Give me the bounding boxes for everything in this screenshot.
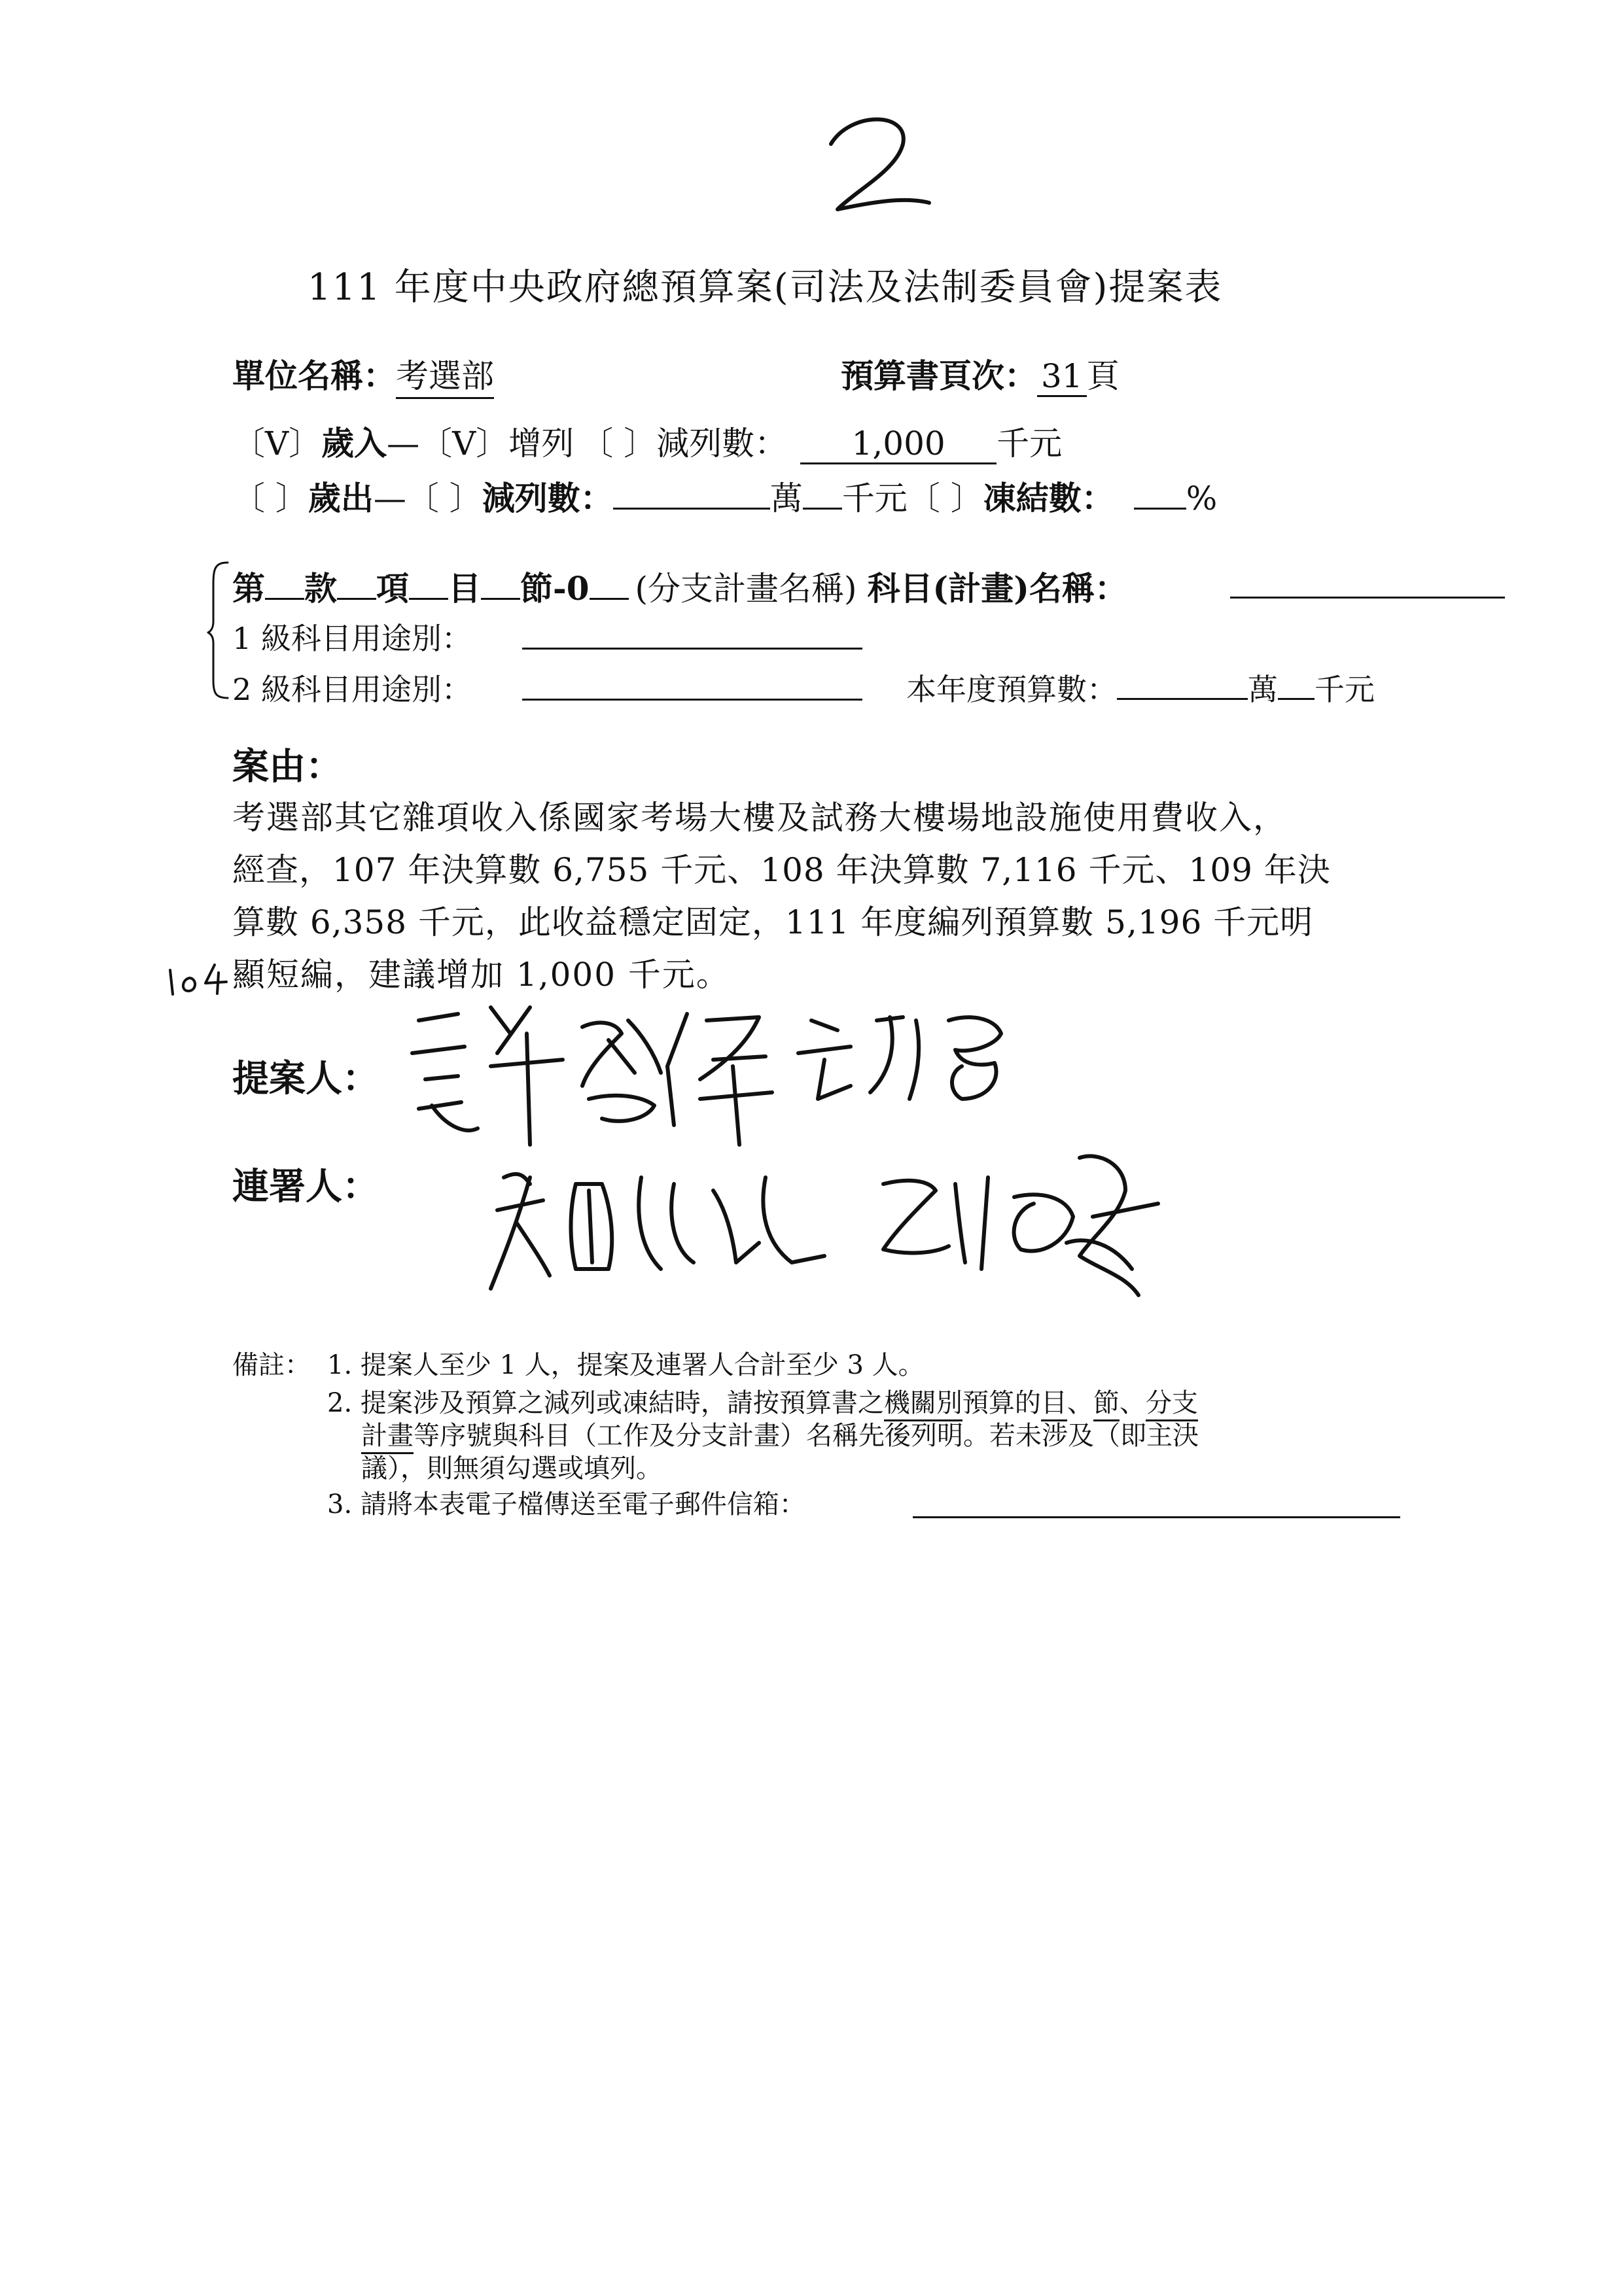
program-jie: 節-0 [520,569,590,608]
freeze-blank [1134,478,1186,510]
expense-checkbox: 〔 〕 [232,479,308,517]
this-year-qian-blank [1278,669,1315,700]
revenue-checkbox: 〔V〕 [232,425,322,462]
program-kuan: 款 [304,569,337,608]
program-xiang-blank [409,568,448,600]
note-2a-pre: 2. 提案涉及預算之減列或凍結時，請按預算書之 [327,1388,884,1418]
expense-label: 歲出 [308,479,374,517]
level2-blank [522,699,862,701]
program-xiang: 項 [376,569,409,608]
note-2-line-3: 議），則無須勾選或填列。 [361,1453,662,1484]
expense-line [232,472,1217,519]
decrease-label: 減列數： [656,425,788,462]
program-mu-blank [481,568,520,600]
note-2b-plan: 計畫 [361,1415,414,1454]
program-kuan-blank [337,568,376,600]
freeze-percent: % [1186,479,1218,517]
note-2a-mu: 目 [1041,1382,1067,1421]
reason-heading: 案由： [232,745,342,788]
program-mu: 目 [448,569,481,608]
note-2a-mid2: 、 [1067,1388,1093,1418]
note-2a-agency: 機關別 [884,1382,962,1421]
this-year-row [906,666,1375,709]
handwritten-number [818,105,936,216]
revenue-line [232,417,1062,464]
increase-checkbox: 〔V〕 [419,425,509,462]
program-jie-blank [590,568,629,600]
subject-blank [1230,597,1505,599]
program-di-blank [265,568,304,600]
note-2a-mid1: 預算的 [962,1388,1041,1418]
reason-line-3: 算數 6,358 千元，此收益穩定固定，111 年度編列預算數 5,196 千元明 [232,903,1314,941]
freeze-label: 凍結數： [983,479,1114,517]
program-brace [208,559,234,703]
proposer-signature [393,994,1034,1158]
level1-blank [522,648,862,650]
page-title: 111 年度中央政府總預算案(司法及法制委員會)提案表 [308,266,1223,309]
note-1: 1. 提案人至少 1 人，提案及連署人合計至少 3 人。 [327,1350,925,1380]
unit-row [232,350,494,399]
note-2a-jie: 節 [1093,1382,1120,1421]
revenue-label: 歲入 [321,424,387,462]
decrease-checkbox: 〔 〕 [580,425,657,462]
cosigner-signature [478,1138,1197,1334]
revenue-unit: 千元 [997,425,1063,462]
this-year-label: 本年度預算數： [906,672,1117,707]
revenue-dash: — [387,425,420,462]
this-year-qian: 千元 [1315,672,1375,707]
reason-line-1: 考選部其它雜項收入係國家考場大樓及試務大樓場地設施使用費收入， [232,799,1287,837]
freeze-checkbox: 〔 〕 [907,479,983,517]
budget-page-value: 31 [1037,357,1087,397]
reason-line-4: 顯短編，建議增加 1,000 千元。 [232,956,730,994]
expense-qian: 千元 [841,479,908,517]
budget-page-suffix: 頁 [1086,357,1120,395]
this-year-wan: 萬 [1248,672,1278,707]
increase-label: 增列 [508,425,574,462]
expense-dash: — [373,479,406,517]
program-line-2: 1 級科目用途別： [232,621,472,656]
expense-wan: 萬 [769,479,803,517]
expense-decrease-label: 減列數： [482,479,613,517]
note-2a-branch: 分支 [1146,1382,1198,1421]
budget-page-row [841,350,1120,397]
unit-value: 考選部 [396,350,494,399]
this-year-wan-blank [1117,669,1248,700]
expense-qian-blank [803,478,842,510]
unit-label: 單位名稱： [232,357,396,395]
cosigner-label: 連署人： [232,1165,379,1208]
expense-wan-blank [613,478,770,510]
program-line-3: 2 級科目用途別： [232,672,472,707]
program-line-1 [232,563,1127,610]
email-blank [913,1516,1400,1518]
program-sub: (分支計畫名稱) [635,570,857,608]
reason-line-2: 經查，107 年決算數 6,755 千元、108 年決算數 7,116 千元、109 年決 [232,851,1331,889]
budget-page-label: 預算書頁次： [841,357,1037,395]
notes-label: 備註： [232,1350,311,1380]
proposer-label: 提案人： [232,1057,379,1100]
program-di: 第 [232,569,265,608]
note-2a-mid3: 、 [1119,1388,1146,1418]
program-subject: 科目(計畫)名稱： [867,569,1127,608]
note-3: 3. 請將本表電子檔傳送至電子郵件信箱： [327,1489,805,1520]
expense-decrease-checkbox: 〔 〕 [406,479,482,517]
note-2b-rest: 等序號與科目（工作及分支計畫）名稱先後列明。若未涉及（即主決 [414,1421,1199,1451]
revenue-amount: 1,000 [800,425,997,464]
margin-note-104 [164,952,236,1001]
